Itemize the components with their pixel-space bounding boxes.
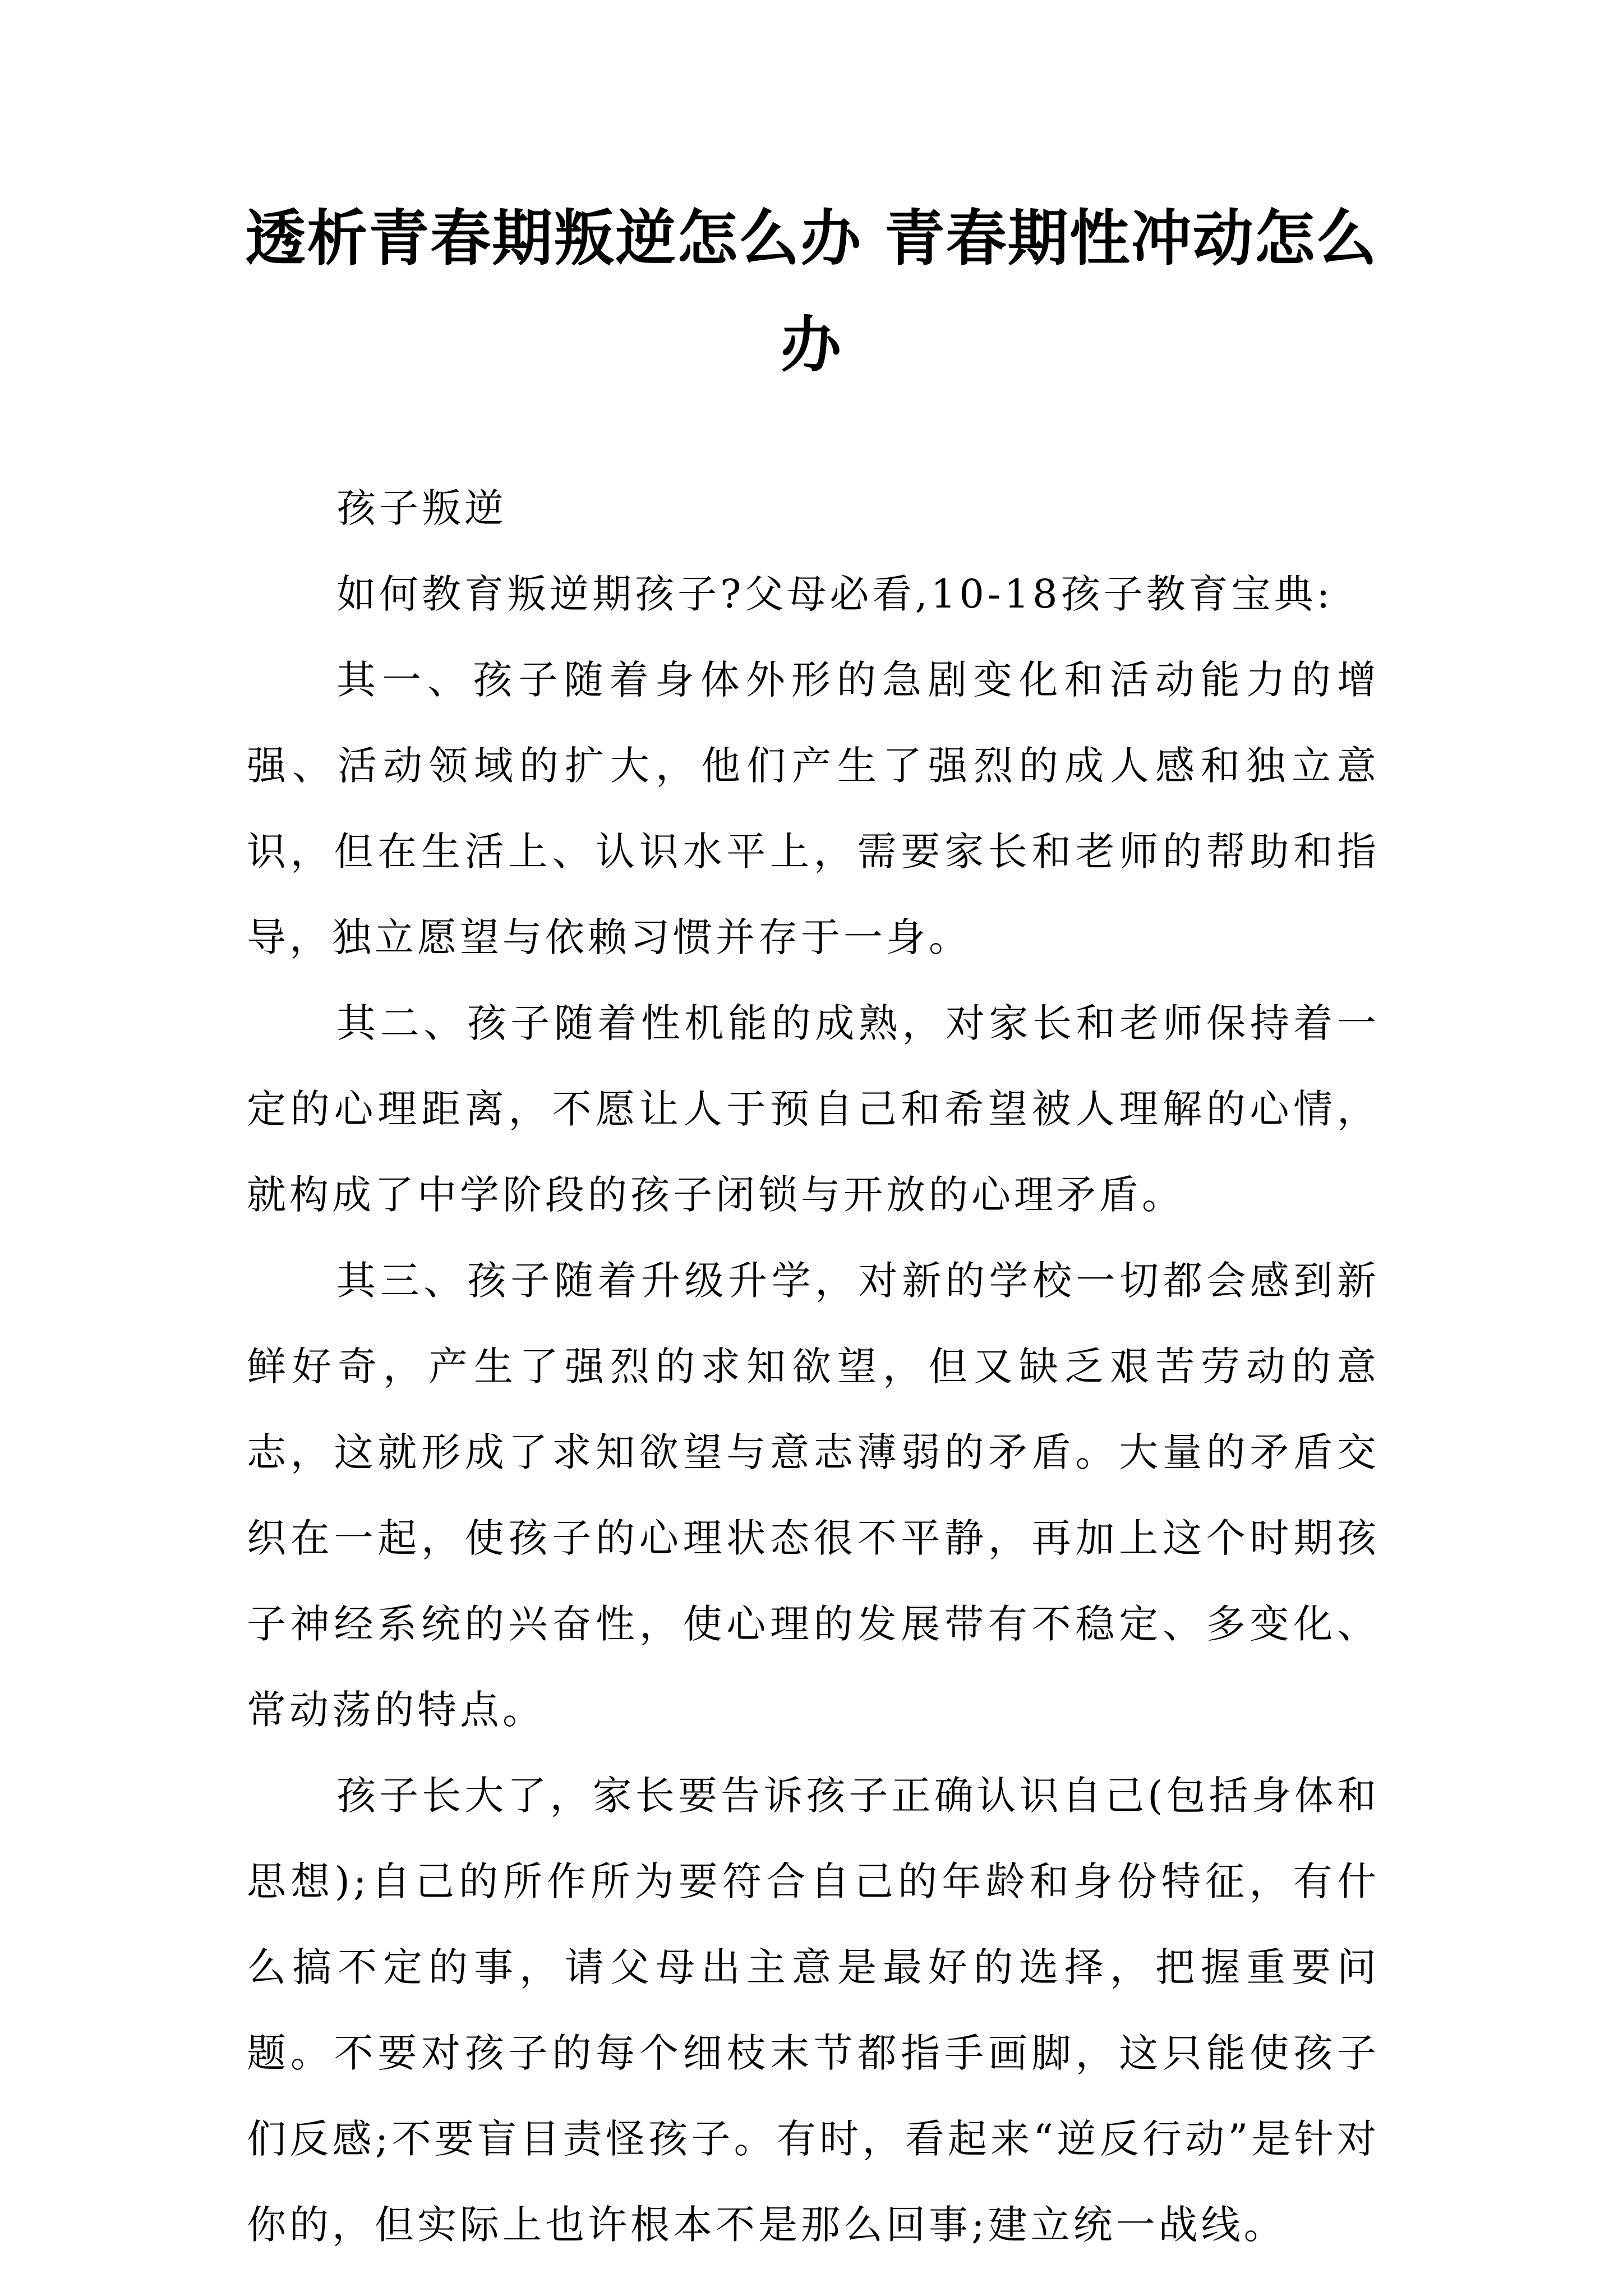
paragraph: 孩子叛逆 bbox=[336, 485, 507, 531]
paragraph: 其二、孩子随着性机能的成熟，对家长和老师保持着一定的心理距离，不愿让人于预自己和希望被人理解的心情，就构成了中学阶段的孩子闭锁与开放的心理矛盾。 bbox=[247, 1000, 1380, 1218]
document-title: 透析青春期叛逆怎么办 青春期性冲动怎么办 bbox=[245, 203, 1378, 380]
paragraph: 其三、孩子随着升级升学，对新的学校一切都会感到新鲜好奇，产生了强烈的求知欲望，但又缺乏艰苦劳动的意志，这就形成了求知欲望与意志薄弱的矛盾。大量的矛盾交织在一起，使孩子的心理状态很不平静，再加上这个时期孩子神经系统的兴奋性，使心理的发展带有不稳定、多变化、常动荡的特点。 bbox=[247, 1258, 1380, 1733]
paragraph: 其一、孩子随着身体外形的急剧变化和活动能力的增强、活动领域的扩大，他们产生了强烈的成人感和独立意识，但在生活上、认识水平上，需要家长和老师的帮助和指导，独立愿望与依赖习惯并存于一身。 bbox=[247, 657, 1380, 960]
paragraph: 如何教育叛逆期孩子?父母必看,10-18孩子教育宝典: bbox=[336, 571, 1334, 617]
document-body bbox=[247, 466, 1380, 2268]
paragraph: 孩子长大了，家长要告诉孩子正确认识自己(包括身体和思想);自己的所作所为要符合自己的年龄和身份特征，有什么搞不定的事，请父母出主意是最好的选择，把握重要问题。不要对孩子的每个细枝末节都指手画脚，这只能使孩子们反感;不要盲目责怪孩子。有时，看起来“逆反行动”是针对你的，但实际上也许根本不是那么回事;建立统一战线。 bbox=[247, 1773, 1380, 2248]
